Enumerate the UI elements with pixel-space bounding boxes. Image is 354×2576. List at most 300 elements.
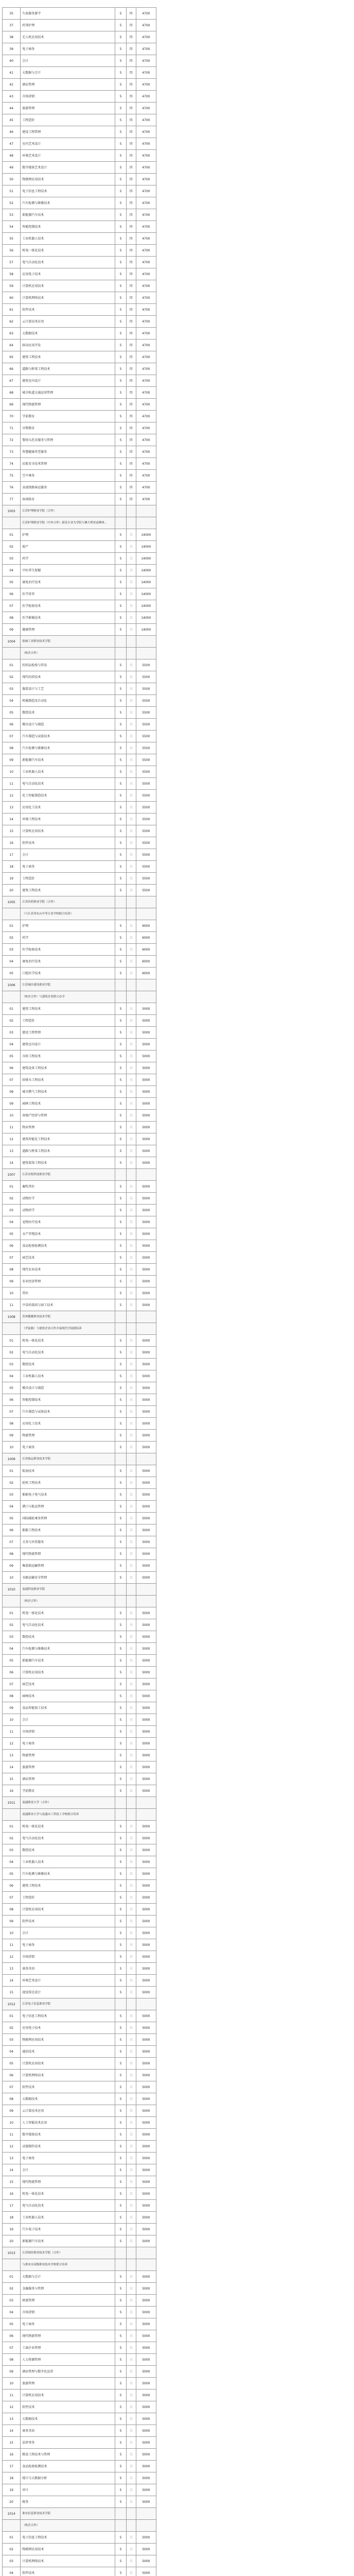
major-cell: 园艺技术	[21, 1252, 115, 1264]
fee-cell: 5000	[136, 1347, 156, 1359]
major-cell: 应用电子技术	[21, 2022, 115, 2034]
count-cell	[115, 991, 126, 1003]
major-cell: 城市轨道交通运营管理	[21, 387, 115, 399]
major-cell: 久鱼服务游学	[21, 8, 115, 20]
major-cell: 审计	[21, 2484, 115, 2496]
years-cell: 三	[126, 600, 136, 612]
major-cell: 物联网应用技术	[21, 174, 115, 185]
code-cell: 11	[3, 1299, 21, 1311]
fee-cell	[136, 1809, 156, 1821]
years-cell: 三	[126, 2224, 136, 2235]
code-cell: 11	[3, 1122, 21, 1133]
major-cell: 物联网应用技术	[21, 2034, 115, 2046]
code-cell: 55	[3, 233, 21, 245]
years-cell: 三	[126, 1003, 136, 1015]
years-cell	[126, 2259, 136, 2271]
count-cell: 5	[115, 742, 126, 754]
years-cell: 三	[126, 529, 136, 541]
fee-cell: 5000	[136, 2295, 156, 2307]
years-cell	[126, 991, 136, 1003]
count-cell: 5	[115, 162, 126, 174]
table-row	[3, 790, 156, 802]
count-cell: 5	[115, 2081, 126, 2093]
table-row	[3, 849, 156, 861]
fee-cell: 5000	[136, 1572, 156, 1584]
major-cell: 市场营销	[21, 1726, 115, 1738]
count-cell: 5	[115, 1205, 126, 1216]
years-cell: 三	[126, 1122, 136, 1133]
years-cell: 四	[126, 351, 136, 363]
major-cell: 休闲体育	[21, 494, 115, 505]
code-cell: 35	[3, 8, 21, 20]
table-row	[3, 1643, 156, 1655]
count-cell: 5	[115, 1287, 126, 1299]
table-row	[3, 2224, 156, 2235]
code-cell: 37	[3, 20, 21, 31]
years-cell: 四	[126, 174, 136, 185]
enrollment-plan-table	[2, 7, 156, 2576]
fee-cell: 5000	[136, 1287, 156, 1299]
years-cell: 三	[126, 1133, 136, 1145]
years-cell: 三	[126, 920, 136, 932]
fee-cell: 5000	[136, 2200, 156, 2212]
group-row	[3, 2247, 156, 2259]
fee-cell: 5000	[136, 1074, 156, 1086]
count-cell: 5	[115, 340, 126, 351]
table-row	[3, 470, 156, 482]
fee-cell: 4700	[136, 55, 156, 67]
fee-cell: 5000	[136, 1252, 156, 1264]
count-cell: 5	[115, 719, 126, 731]
table-row	[3, 1216, 156, 1228]
code-cell: 1011	[3, 1797, 21, 1809]
code-cell: 15	[3, 1773, 21, 1785]
table-row	[3, 2129, 156, 2141]
major-cell: 建筑工程技术	[21, 885, 115, 896]
table-row	[3, 174, 156, 185]
table-row	[3, 1335, 156, 1347]
major-cell: 酒店管理与数字化运营	[21, 2366, 115, 2378]
count-cell: 5	[115, 1524, 126, 1536]
count-cell: 5	[115, 1110, 126, 1122]
years-cell: 四	[126, 482, 136, 494]
group-row	[3, 648, 156, 659]
fee-cell: 5000	[136, 1193, 156, 1205]
code-cell: 07	[3, 600, 21, 612]
major-cell: 通信技术	[21, 2046, 115, 2058]
table-row	[3, 754, 156, 766]
table-row	[3, 79, 156, 91]
major-cell: 国际邮轮乘务管理	[21, 1513, 115, 1524]
count-cell: 5	[115, 1382, 126, 1394]
table-row	[3, 328, 156, 340]
major-cell: 关务与外贸服务	[21, 1536, 115, 1548]
fee-cell: 5000	[136, 2378, 156, 2389]
major-cell: 应用化工技术	[21, 802, 115, 814]
count-cell	[115, 1596, 126, 1607]
fee-cell: 5000	[136, 1181, 156, 1193]
count-cell: 5	[115, 2034, 126, 2046]
count-cell: 5	[115, 103, 126, 114]
count-cell: 5	[115, 577, 126, 588]
years-cell: 三	[126, 2484, 136, 2496]
years-cell: 三	[126, 1548, 136, 1560]
table-row	[3, 1856, 156, 1868]
major-cell: 港口与航运管理	[21, 1501, 115, 1513]
major-cell: 与淮安市高级职业技术学校联合培养	[21, 2259, 115, 2271]
years-cell: 三	[126, 1785, 136, 1797]
major-cell: 康复治疗技术	[21, 956, 115, 968]
fee-cell: 5000	[136, 2484, 156, 2496]
table-row	[3, 861, 156, 873]
code-cell: 13	[3, 2413, 21, 2425]
fee-cell: 5000	[136, 1536, 156, 1548]
table-row	[3, 2472, 156, 2484]
years-cell: 四	[126, 422, 136, 434]
fee-cell: 5000	[136, 1773, 156, 1785]
table-row	[3, 1738, 156, 1750]
major-cell: 软件技术	[21, 837, 115, 849]
years-cell: 三	[126, 1370, 136, 1382]
fee-cell: 5000	[136, 2555, 156, 2567]
major-cell: 智慧健康养老服务	[21, 446, 115, 458]
fee-cell: 5000	[136, 1524, 156, 1536]
years-cell: 三	[126, 1572, 136, 1584]
fee-cell: 5000	[136, 1821, 156, 1833]
major-cell: 园林技术	[21, 1690, 115, 1702]
years-cell: 四	[126, 245, 136, 257]
fee-cell: 14000	[136, 600, 156, 612]
major-cell: 江苏护理职业学院（中外合作）新设专业为学院与澳大利亚南澳州...	[21, 517, 115, 529]
major-cell: 新能源汽车技术	[21, 754, 115, 766]
count-cell: 5	[115, 43, 126, 55]
major-cell: 市场营销	[21, 91, 115, 103]
major-cell: 法律事务	[21, 2437, 115, 2449]
code-cell: 76	[3, 482, 21, 494]
fee-cell: 14000	[136, 588, 156, 600]
major-cell: 汽车制造与试验技术	[21, 731, 115, 742]
code-cell: 16	[3, 2449, 21, 2461]
count-cell: 5	[115, 1856, 126, 1868]
count-cell: 5	[115, 1145, 126, 1157]
table-row	[3, 742, 156, 754]
major-cell: 财富管理	[21, 2295, 115, 2307]
fee-cell: 4700	[136, 470, 156, 482]
count-cell: 5	[115, 944, 126, 956]
major-cell: 软件技术	[21, 2401, 115, 2413]
fee-cell: 5000	[136, 1382, 156, 1394]
fee-cell	[136, 908, 156, 920]
years-cell: 三	[126, 1394, 136, 1406]
years-cell: 三	[126, 1027, 136, 1039]
fee-cell: 5000	[136, 1726, 156, 1738]
code-cell	[3, 1809, 21, 1821]
table-row	[3, 1347, 156, 1359]
code-cell: 10	[3, 2378, 21, 2389]
years-cell: 三	[126, 2437, 136, 2449]
major-cell: 汽车检测与维修技术	[21, 197, 115, 209]
table-row	[3, 2544, 156, 2555]
years-cell: 三	[126, 659, 136, 671]
fee-cell: 5000	[136, 1939, 156, 1951]
code-cell: 03	[3, 2034, 21, 2046]
major-cell: 物流管理	[21, 1750, 115, 1761]
code-cell: 1004	[3, 636, 21, 648]
code-cell: 65	[3, 351, 21, 363]
code-cell: 02	[3, 932, 21, 944]
count-cell: 5	[115, 1430, 126, 1442]
table-row	[3, 1975, 156, 1987]
years-cell: 三	[126, 1465, 136, 1477]
code-cell: 40	[3, 55, 21, 67]
group-row	[3, 896, 156, 908]
fee-cell: 5000	[136, 2224, 156, 2235]
count-cell: 5	[115, 2224, 126, 2235]
table-row	[3, 1524, 156, 1536]
code-cell	[3, 1596, 21, 1607]
fee-cell: 4700	[136, 103, 156, 114]
fee-cell	[136, 979, 156, 991]
fee-cell: 5500	[136, 754, 156, 766]
count-cell: 5	[115, 1916, 126, 1927]
fee-cell: 5000	[136, 1880, 156, 1892]
major-cell: 应用化工技术	[21, 1418, 115, 1430]
table-row	[3, 695, 156, 707]
fee-cell: 5000	[136, 1264, 156, 1276]
count-cell: 5	[115, 1548, 126, 1560]
major-cell: 机电一体化技术	[21, 1821, 115, 1833]
table-row	[3, 434, 156, 446]
years-cell: 三	[126, 1264, 136, 1276]
major-cell: 计算机网络技术	[21, 2555, 115, 2567]
years-cell: 三	[126, 1536, 136, 1548]
major-cell: 建筑室内设计	[21, 1039, 115, 1050]
count-cell: 5	[115, 1086, 126, 1098]
code-cell: 12	[3, 2141, 21, 2153]
table-row	[3, 1679, 156, 1690]
years-cell: 三	[126, 1430, 136, 1442]
major-cell: 大数据技术	[21, 328, 115, 340]
code-cell: 09	[3, 1560, 21, 1572]
fee-cell: 5000	[136, 2532, 156, 2544]
table-row	[3, 1394, 156, 1406]
major-cell: 集装箱运输管理	[21, 1560, 115, 1572]
count-cell: 5	[115, 1465, 126, 1477]
count-cell: 5	[115, 1347, 126, 1359]
count-cell	[115, 648, 126, 659]
fee-cell: 4700	[136, 351, 156, 363]
code-cell: 03	[3, 1489, 21, 1501]
table-row	[3, 1631, 156, 1643]
major-cell: 市场营销	[21, 2307, 115, 2318]
count-cell: 5	[115, 1240, 126, 1252]
table-row	[3, 8, 156, 20]
fee-cell: 4700	[136, 375, 156, 387]
major-cell: 现代物流管理	[21, 2176, 115, 2188]
major-cell: 商务英语	[21, 2425, 115, 2437]
years-cell: 三	[126, 873, 136, 885]
fee-cell	[136, 1797, 156, 1809]
count-cell: 5	[115, 1027, 126, 1039]
fee-cell	[136, 505, 156, 517]
years-cell: 三	[126, 2046, 136, 2058]
code-cell: 05	[3, 1382, 21, 1394]
fee-cell: 5000	[136, 2425, 156, 2437]
code-cell: 67	[3, 375, 21, 387]
group-row	[3, 1809, 156, 1821]
table-row	[3, 1098, 156, 1110]
major-cell: 南通职业大学与南通市工贸技工学校联合培养	[21, 1809, 115, 1821]
fee-cell: 4700	[136, 268, 156, 280]
major-cell: 水产养殖技术	[21, 1228, 115, 1240]
fee-cell: 5500	[136, 719, 156, 731]
years-cell	[126, 1323, 136, 1335]
years-cell: 三	[126, 1157, 136, 1169]
code-cell: 09	[3, 1702, 21, 1714]
code-cell: 02	[3, 1347, 21, 1359]
years-cell: 三	[126, 2022, 136, 2034]
major-cell: 智能控制技术	[21, 221, 115, 233]
count-cell: 5	[115, 2141, 126, 2153]
major-cell: 云计算技术应用	[21, 316, 115, 328]
count-cell: 5	[115, 659, 126, 671]
years-cell: 三	[126, 1252, 136, 1264]
table-row	[3, 2283, 156, 2295]
major-cell: 数控技术	[21, 1844, 115, 1856]
count-cell: 5	[115, 2010, 126, 2022]
table-row	[3, 2330, 156, 2342]
major-cell: 现代物流管理	[21, 399, 115, 411]
fee-cell: 5000	[136, 1927, 156, 1939]
count-cell	[115, 1797, 126, 1809]
fee-cell: 5000	[136, 2235, 156, 2247]
table-row	[3, 2378, 156, 2389]
fee-cell: 4700	[136, 138, 156, 150]
table-row	[3, 2295, 156, 2307]
major-cell: 数字媒体技术	[21, 2129, 115, 2141]
code-cell: 13	[3, 1963, 21, 1975]
count-cell	[115, 1311, 126, 1323]
table-row	[3, 114, 156, 126]
major-cell: 医学营养	[21, 588, 115, 600]
count-cell: 5	[115, 2544, 126, 2555]
code-cell: 05	[3, 1228, 21, 1240]
years-cell: 四	[126, 375, 136, 387]
years-cell: 三	[126, 2283, 136, 2295]
table-row	[3, 1892, 156, 1904]
major-cell: 计算机网络技术	[21, 292, 115, 304]
years-cell: 三	[126, 861, 136, 873]
count-cell: 5	[115, 837, 126, 849]
table-row	[3, 1513, 156, 1524]
code-cell: 14	[3, 2425, 21, 2437]
major-cell: 电子商务	[21, 1442, 115, 1453]
years-cell: 三	[126, 1631, 136, 1643]
years-cell: 三	[126, 1015, 136, 1027]
code-cell: 19	[3, 2224, 21, 2235]
fee-cell: 5000	[136, 2046, 156, 2058]
major-cell: 计算机应用技术	[21, 1667, 115, 1679]
code-cell: 06	[3, 719, 21, 731]
count-cell: 5	[115, 2496, 126, 2508]
table-row	[3, 126, 156, 138]
major-cell: 旅游管理	[21, 2378, 115, 2389]
major-cell: 船舶工程技术	[21, 1524, 115, 1536]
fee-cell: 14000	[136, 553, 156, 565]
years-cell: 三	[126, 2544, 136, 2555]
code-cell: 48	[3, 150, 21, 162]
major-cell: 航海技术	[21, 1465, 115, 1477]
count-cell: 5	[115, 2046, 126, 2058]
code-cell: 10	[3, 1442, 21, 1453]
count-cell: 5	[115, 434, 126, 446]
fee-cell: 5000	[136, 2070, 156, 2081]
count-cell: 5	[115, 1536, 126, 1548]
major-cell: 旅游管理	[21, 1761, 115, 1773]
fee-cell	[136, 2259, 156, 2271]
count-cell: 5	[115, 1062, 126, 1074]
fee-cell: 5500	[136, 825, 156, 837]
years-cell: 三	[126, 731, 136, 742]
code-cell: 07	[3, 1892, 21, 1904]
fee-cell: 14000	[136, 577, 156, 588]
count-cell: 5	[115, 257, 126, 268]
code-cell: 59	[3, 280, 21, 292]
count-cell: 5	[115, 1359, 126, 1370]
major-cell: 云计算技术应用	[21, 2105, 115, 2117]
fee-cell: 4700	[136, 91, 156, 103]
table-row	[3, 1074, 156, 1086]
table-row	[3, 2425, 156, 2437]
years-cell: 四	[126, 79, 136, 91]
count-cell: 5	[115, 1039, 126, 1050]
code-cell: 71	[3, 422, 21, 434]
table-row	[3, 1181, 156, 1193]
fee-cell: 5000	[136, 1122, 156, 1133]
years-cell: 三	[126, 1726, 136, 1738]
fee-cell: 4700	[136, 114, 156, 126]
major-cell: 机电一体化技术	[21, 1607, 115, 1619]
major-cell: 给排水工程技术	[21, 1074, 115, 1086]
code-cell: 1008	[3, 1311, 21, 1323]
table-row	[3, 932, 156, 944]
years-cell: 四	[126, 91, 136, 103]
years-cell: 三	[126, 1287, 136, 1299]
code-cell: 05	[3, 2058, 21, 2070]
table-row	[3, 2437, 156, 2449]
years-cell	[126, 1998, 136, 2010]
major-cell: 电气自动化技术	[21, 778, 115, 790]
major-cell: 数控技术	[21, 707, 115, 719]
years-cell	[126, 1797, 136, 1809]
code-cell	[3, 1323, 21, 1335]
code-cell: 07	[3, 1536, 21, 1548]
code-cell: 52	[3, 197, 21, 209]
years-cell: 四	[126, 470, 136, 482]
years-cell: 三	[126, 1193, 136, 1205]
count-cell: 5	[115, 316, 126, 328]
count-cell: 5	[115, 114, 126, 126]
count-cell: 5	[115, 2567, 126, 2576]
count-cell: 5	[115, 1927, 126, 1939]
table-row	[3, 2081, 156, 2093]
major-cell: 电气自动化技术	[21, 2200, 115, 2212]
code-cell: 14	[3, 1761, 21, 1773]
table-row	[3, 2271, 156, 2283]
count-cell: 5	[115, 671, 126, 683]
table-row	[3, 1430, 156, 1442]
major-cell: 药学	[21, 932, 115, 944]
